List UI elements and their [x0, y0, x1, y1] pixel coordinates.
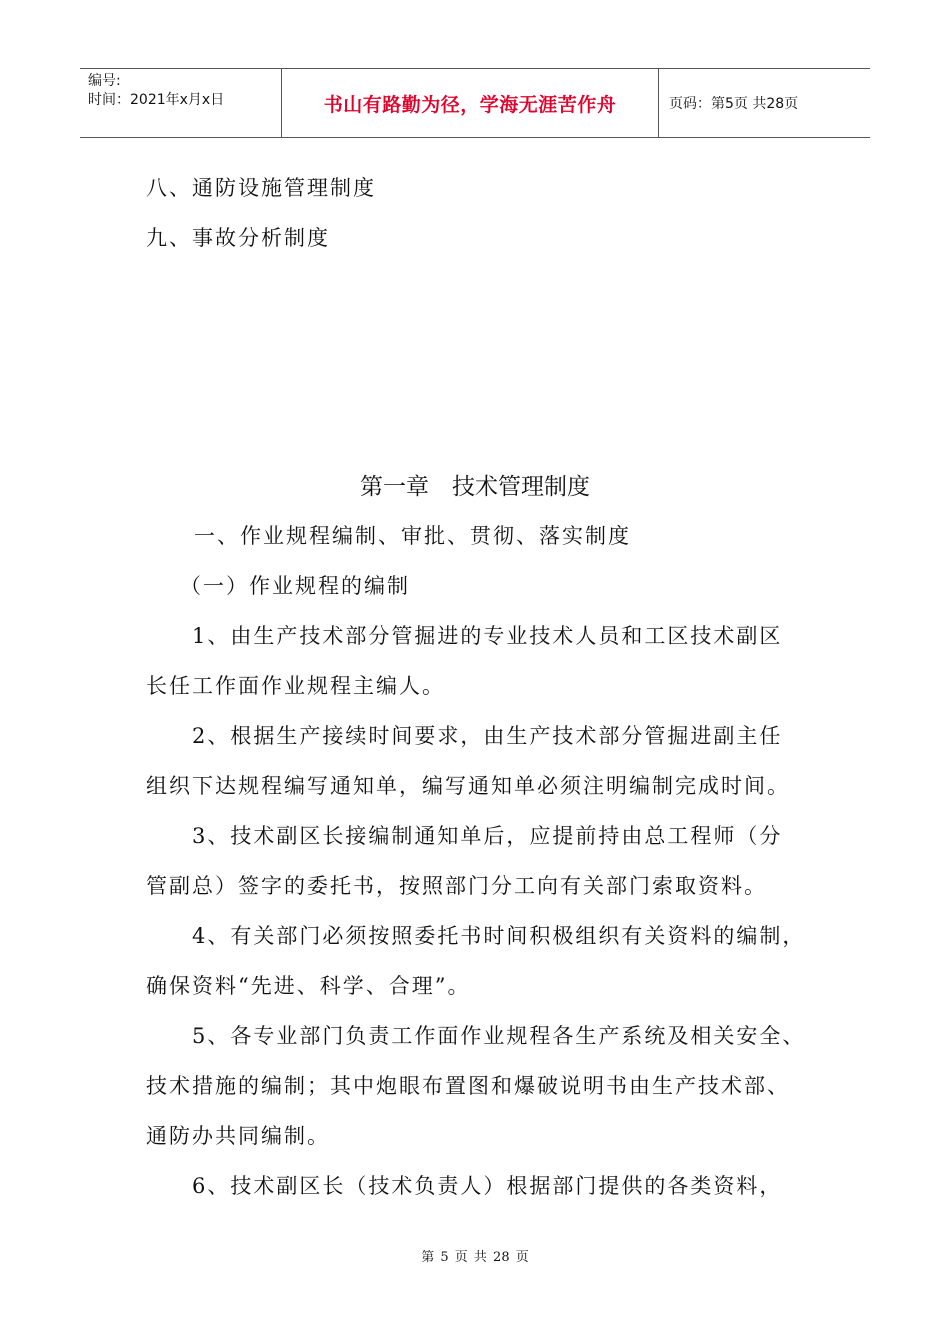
- header-meta: [80, 69, 282, 137]
- paragraph-line: 管副总）签字的委托书，按照部门分工向有关部门索取资料。: [146, 874, 767, 898]
- paragraph-line: 1、由生产技术部分管掘进的专业技术人员和工区技术副区: [192, 624, 783, 648]
- paragraph-line: 6、技术副区长（技术负责人）根据部门提供的各类资料，: [192, 1174, 783, 1198]
- section-heading: 一、作业规程编制、审批、贯彻、落实制度: [194, 524, 631, 548]
- toc-item-9: 九、事故分析制度: [146, 226, 330, 250]
- paragraph-line: 长任工作面作业规程主编人。: [146, 674, 445, 698]
- page-header: [80, 68, 870, 138]
- paragraph-line: 2、根据生产接续时间要求，由生产技术部分管掘进副主任: [192, 724, 783, 748]
- page-footer: 第 5 页 共 28 页: [421, 1250, 529, 1265]
- motto-text: 书山有路勤为径，学海无涯苦作舟: [323, 93, 617, 116]
- paragraph-line: 组织下达规程编写通知单，编写通知单必须注明编制完成时间。: [146, 774, 790, 798]
- chapter-title: 第一章 技术管理制度: [360, 474, 590, 500]
- toc-item-8: 八、通防设施管理制度: [146, 176, 376, 200]
- paragraph-line: 5、各专业部门负责工作面作业规程各生产系统及相关安全、: [192, 1024, 806, 1048]
- paragraph-line: 技术措施的编制；其中炮眼布置图和爆破说明书由生产技术部、: [146, 1074, 790, 1098]
- serial-label: 编号:: [88, 73, 121, 89]
- header-motto-cell: [282, 69, 659, 137]
- paragraph-line: 4、有关部门必须按照委托书时间积极组织有关资料的编制，: [192, 924, 806, 948]
- header-page-info: [659, 69, 870, 137]
- paragraph-line: 确保资料“先进、科学、合理”。: [146, 974, 471, 998]
- paragraph-line: 通防办共同编制。: [146, 1124, 330, 1148]
- time-label: 时间：2021年x月x日: [88, 92, 225, 108]
- page-info-text: 页码：第5页 共28页: [669, 96, 799, 112]
- paragraph-line: 3、技术副区长接编制通知单后，应提前持由总工程师（分: [192, 824, 783, 848]
- subsection-heading: （一）作业规程的编制: [180, 574, 410, 598]
